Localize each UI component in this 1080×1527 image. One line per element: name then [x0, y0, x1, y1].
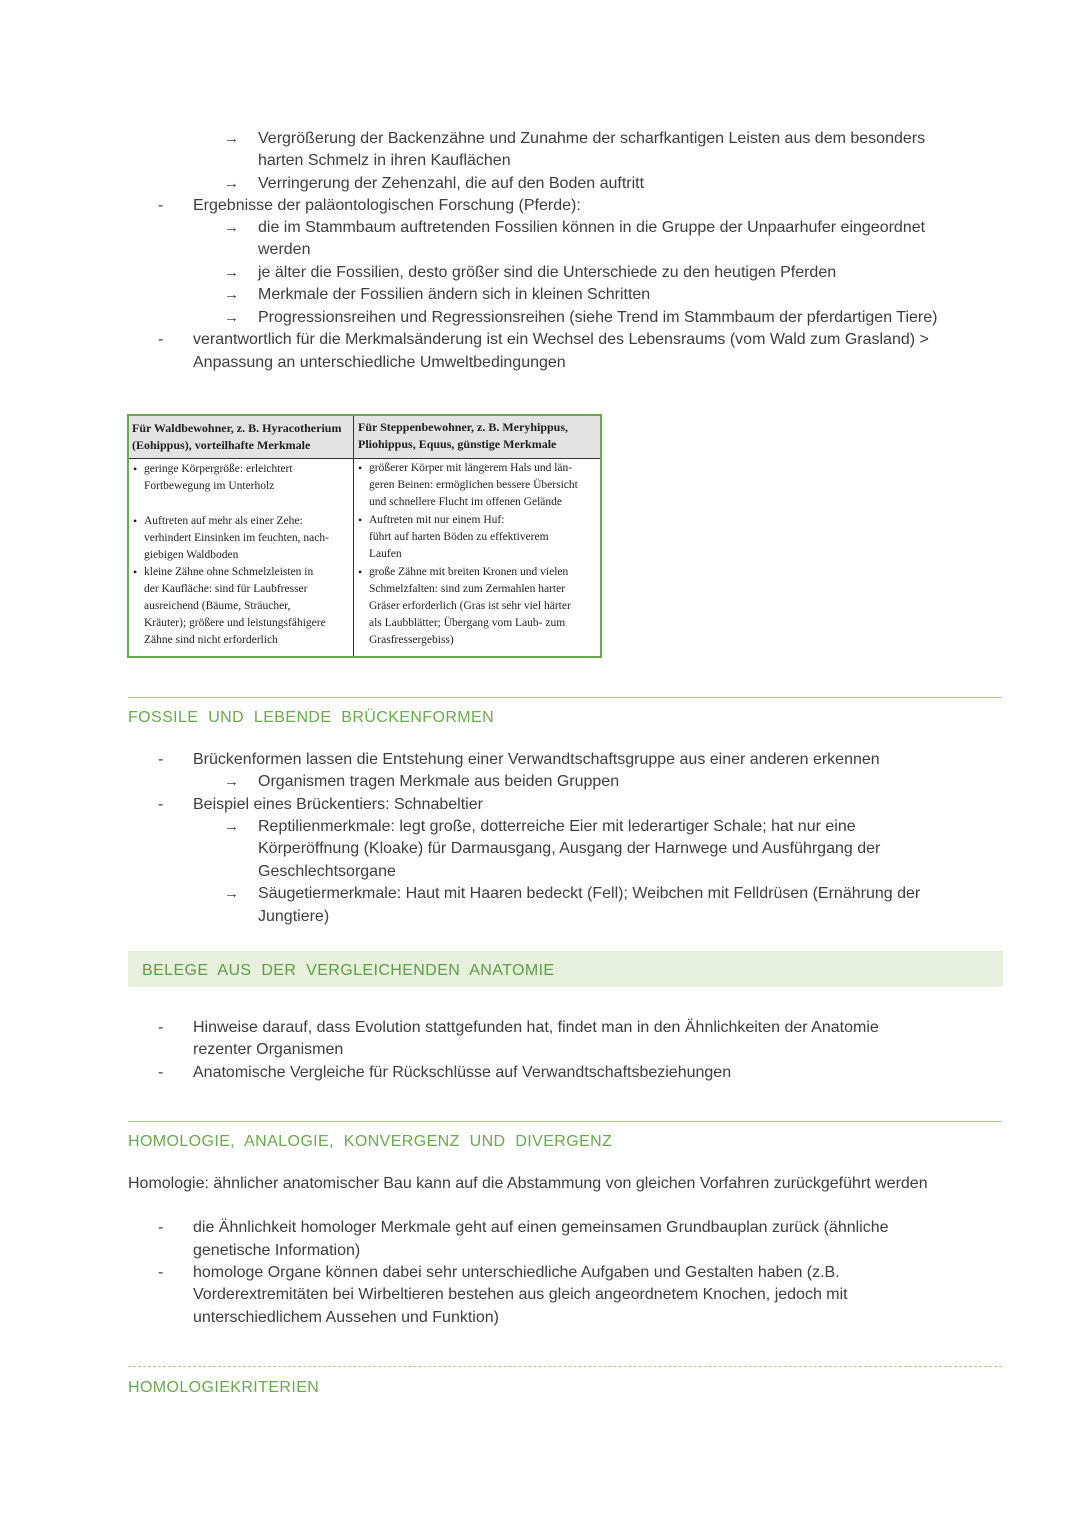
text-line: Vorderextremitäten bei Wirbeltieren bestehen aus gleich angeordnetem Knochen, jedoch mit — [193, 1286, 848, 1303]
dash-bullet: - — [158, 1219, 164, 1236]
arrow-icon: → — [224, 773, 239, 790]
arrow-icon: → — [224, 219, 239, 236]
section-divider-dashed — [128, 1366, 1002, 1367]
definition-text: Homologie: ähnlicher anatomischer Bau kann auf die Abstammung von gleichen Vorfahren zurückgeführt werden — [128, 1175, 928, 1192]
table-divider — [353, 416, 354, 656]
section-heading-brueckenformen: FOSSILE UND LEBENDE BRÜCKENFORMEN — [128, 709, 495, 726]
text-line: Säugetiermerkmale: Haut mit Haaren bedeckt (Fell); Weibchen mit Felldrüsen (Ernährung der — [258, 885, 921, 902]
text-line: Reptilienmerkmale: legt große, dotterreiche Eier mit lederartiger Schale; hat nur eine — [258, 818, 856, 835]
text-line: Körperöffnung (Kloake) für Darmausgang, Ausgang der Harnwege und Ausführgang der — [258, 840, 881, 857]
arrow-icon: → — [224, 130, 239, 147]
section-divider — [128, 697, 1002, 698]
text-line: die Ähnlichkeit homologer Merkmale geht auf einen gemeinsamen Grundbauplan zurück (ähnliche — [193, 1219, 889, 1236]
dash-bullet: - — [158, 197, 164, 214]
text-line: unterschiedlichem Aussehen und Funktion) — [193, 1309, 499, 1326]
text-line: Brückenformen lassen die Entstehung einer Verwandtschaftsgruppe aus einer anderen erkennen — [193, 751, 880, 768]
bullet-icon: • — [133, 462, 138, 476]
dash-bullet: - — [158, 796, 164, 813]
table-cell-line: verhindert Einsinken im feuchten, nach- — [144, 532, 329, 544]
comparison-table — [127, 414, 602, 658]
text-line: je älter die Fossilien, desto größer sind die Unterschiede zu den heutigen Pferden — [258, 264, 837, 281]
text-line: verantwortlich für die Merkmalsänderung ist ein Wechsel des Lebensraums (vom Wald zum Grasland) > — [193, 331, 929, 348]
text-line: Anatomische Vergleiche für Rückschlüsse auf Verwandtschaftsbeziehungen — [193, 1064, 732, 1081]
table-cell-line: Schmelzfalten: sind zum Zermahlen harter — [369, 583, 566, 595]
table-header-left: Für Waldbewohner, z. B. Hyracotherium — [132, 421, 342, 435]
table-cell-line: geren Beinen: ermöglichen bessere Übersicht — [369, 479, 578, 491]
text-line: Vergrößerung der Backenzähne und Zunahme der scharfkantigen Leisten aus dem besonders — [258, 130, 926, 147]
table-header-left: (Eohippus), vorteilhafte Merkmale — [132, 438, 311, 452]
table-cell-line: kleine Zähne ohne Schmelzleisten in — [144, 566, 314, 578]
section-heading-kriterien: HOMOLOGIEKRITERIEN — [128, 1379, 320, 1396]
table-cell-line: führt auf harten Böden zu effektiverem — [369, 531, 549, 543]
bullet-icon: • — [358, 461, 363, 475]
arrow-icon: → — [224, 309, 239, 326]
dash-bullet: - — [158, 751, 164, 768]
table-header-right: Pliohippus, Equus, günstige Merkmale — [358, 437, 557, 451]
text-line: Organismen tragen Merkmale aus beiden Gruppen — [258, 773, 620, 790]
section-divider — [128, 1121, 1002, 1122]
table-cell-line: Auftreten mit nur einem Huf: — [369, 514, 505, 526]
section-heading-homologie: HOMOLOGIE, ANALOGIE, KONVERGENZ UND DIVERGENZ — [128, 1133, 613, 1150]
table-cell-line: Gräser erforderlich (Gras ist sehr viel härter — [369, 600, 571, 612]
text-line: Jungtiere) — [258, 908, 330, 925]
table-cell-line: Zähne sind nicht erforderlich — [144, 634, 278, 646]
table-cell-line: geringe Körpergröße: erleichtert — [144, 463, 293, 475]
text-line: Hinweise darauf, dass Evolution stattgefunden hat, findet man in den Ähnlichkeiten der Anatomie — [193, 1019, 879, 1036]
arrow-icon: → — [224, 286, 239, 303]
bullet-icon: • — [358, 513, 363, 527]
arrow-icon: → — [224, 818, 239, 835]
table-cell-line: größerer Körper mit längerem Hals und län- — [369, 462, 573, 474]
table-cell-line: Grasfressergebiss) — [369, 634, 454, 646]
table-cell-line: Laufen — [369, 548, 402, 560]
table-cell-line: Fortbewegung im Unterholz — [144, 480, 275, 492]
section-heading-belege: BELEGE AUS DER VERGLEICHENDEN ANATOMIE — [142, 962, 555, 979]
table-cell-line: ausreichend (Bäume, Sträucher, — [144, 600, 291, 612]
bullet-icon: • — [358, 565, 363, 579]
table-cell-line: giebigen Waldboden — [144, 549, 239, 561]
table-cell-line: Auftreten auf mehr als einer Zehe: — [144, 515, 303, 527]
text-line: homologe Organe können dabei sehr unterschiedliche Aufgaben und Gestalten haben (z.B. — [193, 1264, 840, 1281]
table-cell-line: der Kaufläche: sind für Laubfresser — [144, 583, 308, 595]
dash-bullet: - — [158, 1019, 164, 1036]
text-line: Anpassung an unterschiedliche Umweltbedingungen — [193, 354, 566, 371]
bullet-icon: • — [133, 514, 138, 528]
dash-bullet: - — [158, 1064, 164, 1081]
table-header-right: Für Steppenbewohner, z. B. Meryhippus, — [358, 420, 569, 434]
table-cell-line: Kräuter); größere und leistungsfähigere — [144, 617, 326, 629]
table-cell-line: große Zähne mit breiten Kronen und vielen — [369, 566, 569, 578]
table-cell-line: als Laubblätter; Übergang vom Laub- zum — [369, 617, 566, 629]
dash-bullet: - — [158, 1264, 164, 1281]
text-line: Merkmale der Fossilien ändern sich in kleinen Schritten — [258, 286, 651, 303]
arrow-icon: → — [224, 264, 239, 281]
text-line: Beispiel eines Brückentiers: Schnabeltier — [193, 796, 483, 813]
text-line: Verringerung der Zehenzahl, die auf den Boden auftritt — [258, 175, 645, 192]
arrow-icon: → — [224, 175, 239, 192]
arrow-icon: → — [224, 885, 239, 902]
table-cell-line: und schnellere Flucht im offenen Gelände — [369, 496, 562, 508]
text-line: Progressionsreihen und Regressionsreihen (siehe Trend im Stammbaum der pferdartigen Tiere) — [258, 309, 938, 326]
dash-bullet: - — [158, 331, 164, 348]
text-line: genetische Information) — [193, 1242, 361, 1259]
text-line: die im Stammbaum auftretenden Fossilien können in die Gruppe der Unpaarhufer eingeordnet — [258, 219, 926, 236]
bullet-icon: • — [133, 565, 138, 579]
text-line: harten Schmelz in ihren Kauflächen — [258, 152, 511, 169]
text-line: werden — [258, 241, 311, 258]
text-line: Ergebnisse der paläontologischen Forschung (Pferde): — [193, 197, 581, 214]
text-line: Geschlechtsorgane — [258, 863, 396, 880]
text-line: rezenter Organismen — [193, 1041, 344, 1058]
